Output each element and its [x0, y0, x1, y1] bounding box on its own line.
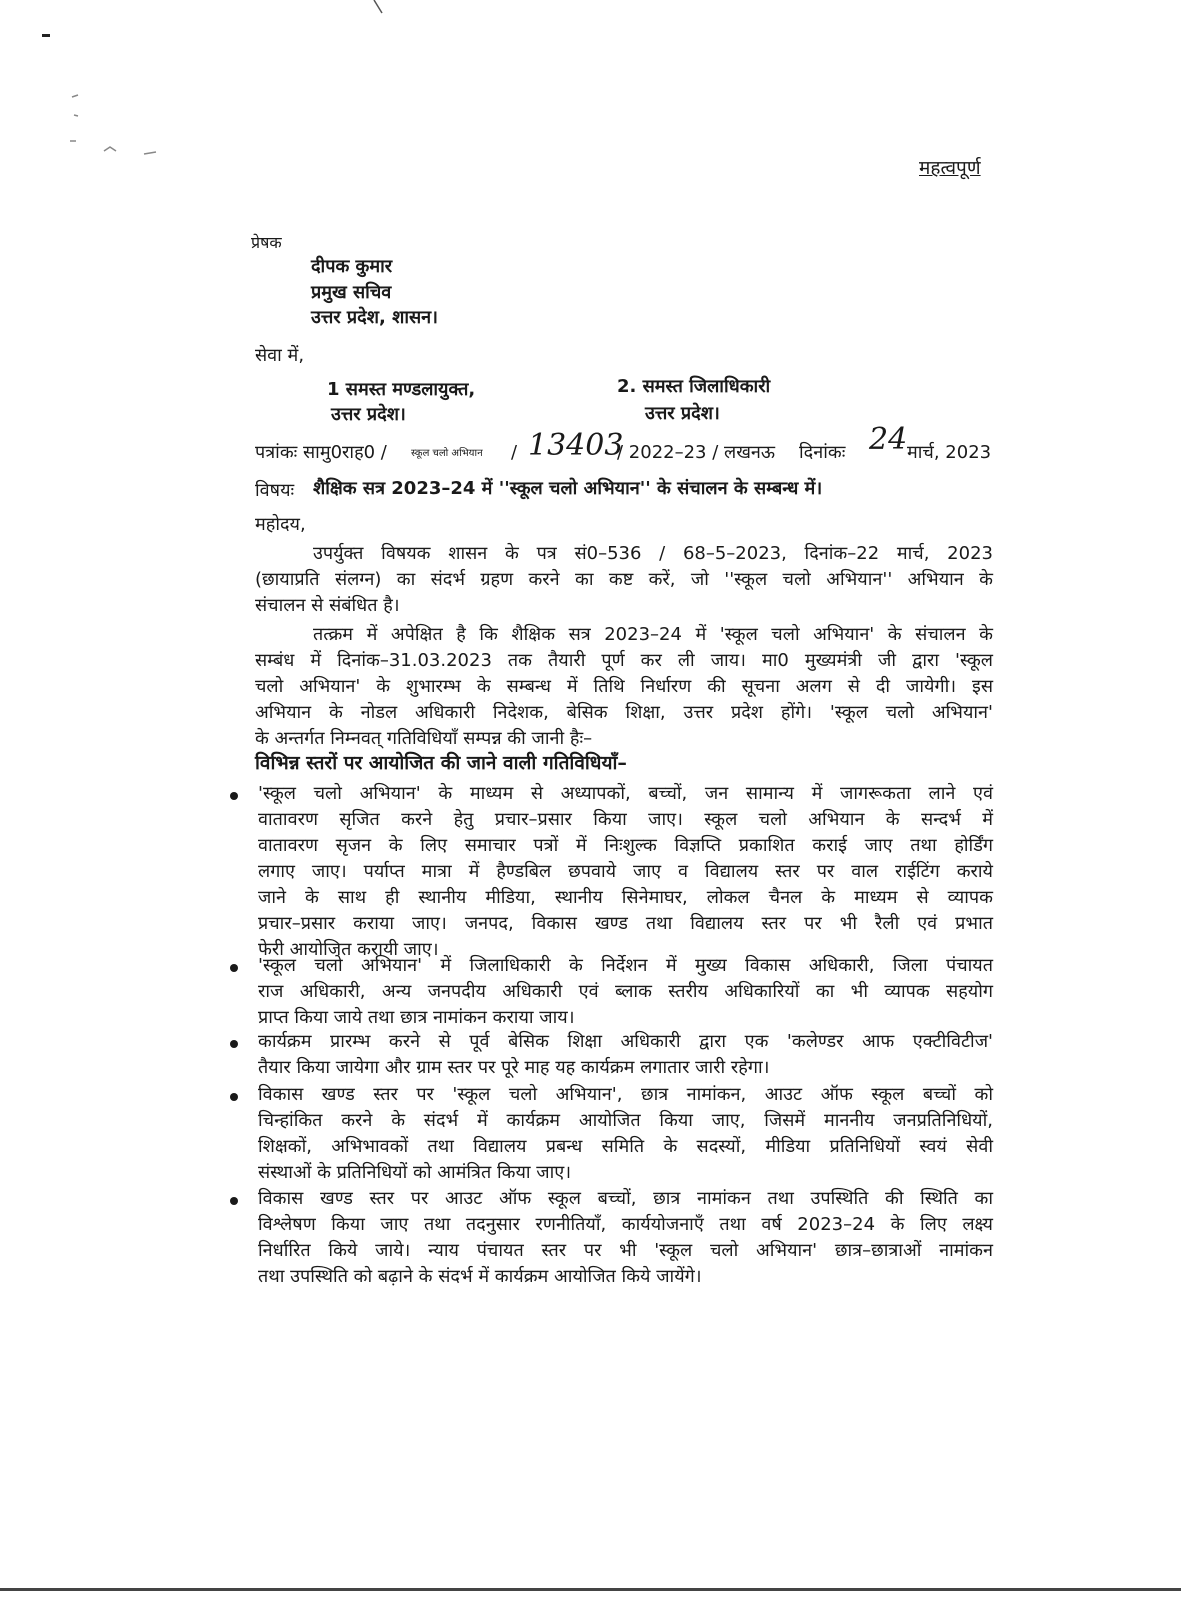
reference-line — [255, 422, 995, 472]
salutation: महोदय, — [255, 514, 306, 535]
para2-line-4: अभियान के नोडल अधिकारी निदेशक, बेसिक शिक्षा, उत्तर प्रदेश होंगे। 'स्कूल चलो अभियान' — [255, 702, 993, 723]
sender-office: उत्तर प्रदेश, शासन। — [311, 307, 438, 328]
bullet1-line-7: फेरी आयोजित करायी जाए। — [258, 939, 439, 960]
bullet-marker — [230, 792, 238, 800]
bullet2-line-2: राज अधिकारी, अन्य जनपदीय अधिकारी एवं ब्लाक स्तरीय अधिकारियों का भी व्यापक सहयोग — [258, 981, 993, 1002]
bullet-marker — [230, 964, 238, 972]
handwritten-date-day: 24 — [869, 422, 908, 457]
bullet1-line-2: वातावरण सृजित करने हेतु प्रचार–प्रसार किया जाए। स्कूल चलो अभियान के सन्दर्भ में — [258, 809, 993, 830]
date-label: दिनांकः — [799, 442, 846, 463]
bullet1-line-1: 'स्कूल चलो अभियान' के माध्यम से अध्यापकों, बच्चों, जन सामान्य में जागरूकता लाने एवं — [258, 783, 993, 804]
recipient-2-line-2: उत्तर प्रदेश। — [645, 403, 720, 424]
bullet5-line-4: तथा उपस्थिति को बढ़ाने के संदर्भ में कार्यक्रम आयोजित किये जायेंगे। — [258, 1266, 702, 1287]
bullet-marker — [230, 1093, 238, 1101]
bullet-marker — [230, 1040, 238, 1048]
subject-label: विषयः — [255, 480, 295, 501]
bullet1-line-6: प्रचार–प्रसार कराया जाए। जनपद, विकास खण्ड तथा विद्यालय स्तर पर भी रैली एवं प्रभात — [258, 913, 993, 934]
para2-line-2: सम्बंध में दिनांक–31.03.2023 तक तैयारी पूर्ण कर ली जाय। मा0 मुख्यमंत्री जी द्वारा 'स्कूल — [255, 650, 993, 671]
sender-designation: प्रमुख सचिव — [311, 282, 392, 303]
recipient-1-line-1: 1 समस्त मण्डलायुक्त, — [327, 379, 476, 400]
bullet3-line-1: कार्यक्रम प्रारम्भ करने से पूर्व बेसिक शिक्षा अधिकारी द्वारा एक 'कलेण्डर आफ एक्टीविटीज' — [258, 1031, 993, 1052]
importance-mark: महत्वपूर्ण — [919, 157, 981, 179]
bullet1-line-4: लगाए जाए। पर्याप्त मात्रा में हैण्डबिल छपवाये जाए व विद्यालय स्तर पर वाल राईटिंग कराये — [258, 861, 993, 882]
reference-slash: / — [511, 442, 518, 463]
bullet2-line-1: 'स्कूल चलो अभियान' में जिलाधिकारी के निर्देशन में मुख्य विकास अधिकारी, जिला पंचायत — [258, 955, 993, 976]
scan-line — [370, 0, 390, 14]
bullet4-line-2: चिन्हांकित करने के संदर्भ में कार्यक्रम आयोजित किया जाए, जिसमें माननीय जनप्रतिनिधियों, — [258, 1110, 993, 1131]
recipient-1-line-2: उत्तर प्रदेश। — [331, 404, 406, 425]
reference-small-text: स्कूल चलो अभियान — [411, 448, 483, 459]
scan-mark — [42, 34, 50, 37]
bullet4-line-4: संस्थाओं के प्रतिनिधियों को आमंत्रित किया जाए। — [258, 1162, 572, 1183]
para1-line-1: उपर्युक्त विषयक शासन के पत्र सं0–536 / 68–5–2023, दिनांक–22 मार्च, 2023 — [313, 543, 993, 564]
bullet5-line-2: विश्लेषण किया जाए तथा तदनुसार रणनीतियाँ, कार्ययोजनाएँ तथा वर्ष 2023–24 के लिए लक्ष्य — [258, 1214, 993, 1235]
reference-prefix: पत्रांकः सामु0राह0 / — [255, 442, 387, 463]
para1-line-3: संचालन से संबंधित है। — [255, 595, 400, 616]
bullet1-line-5: जाने के साथ ही स्थानीय मीडिया, स्थानीय सिनेमाघर, लोकल चैनल के माध्यम से व्यापक — [258, 887, 993, 908]
bullet3-line-2: तैयार किया जायेगा और ग्राम स्तर पर पूरे माह यह कार्यक्रम लगातार जारी रहेगा। — [258, 1057, 770, 1078]
para1-line-2: (छायाप्रति संलग्न) का संदर्भ ग्रहण करने का कष्ट करें, जो ''स्कूल चलो अभियान'' अभियान के — [255, 569, 993, 590]
para2-line-5: के अन्तर्गत निम्नवत् गतिविधियाँ सम्पन्न की जानी हैः– — [255, 728, 593, 749]
recipient-2-line-1: 2. समस्त जिलाधिकारी — [617, 376, 771, 397]
scan-specks — [60, 85, 170, 160]
bullet5-line-1: विकास खण्ड स्तर पर आउट ऑफ स्कूल बच्चों, छात्र नामांकन तथा उपस्थिति की स्थिति का — [258, 1188, 993, 1209]
bullet5-line-3: निर्धारित किये जाये। न्याय पंचायत स्तर पर भी 'स्कूल चलो अभियान' छात्र–छात्राओं नामांकन — [258, 1240, 993, 1261]
sender-label: प्रेषक — [251, 233, 282, 252]
bullet2-line-3: प्राप्त किया जाये तथा छात्र नामांकन कराया जाय। — [258, 1007, 575, 1028]
bottom-edge-line — [0, 1588, 1181, 1591]
bullet-marker — [230, 1197, 238, 1205]
bullet4-line-3: शिक्षकों, अभिभावकों तथा विद्यालय प्रबन्ध समिति के सदस्यों, मीडिया प्रतिनिधियों स्वयं सेवी — [258, 1136, 993, 1157]
handwritten-letter-number: 13403 — [528, 428, 624, 463]
bullet4-line-1: विकास खण्ड स्तर पर 'स्कूल चलो अभियान', छात्र नामांकन, आउट ऑफ स्कूल बच्चों को — [258, 1084, 993, 1105]
date-month-year: मार्च, 2023 — [907, 442, 992, 463]
subject-text: शैक्षिक सत्र 2023–24 में ''स्कूल चलो अभियान'' के संचालन के सम्बन्ध में। — [313, 478, 823, 499]
sender-name: दीपक कुमार — [311, 256, 393, 277]
para2-line-3: चलो अभियान' के शुभारम्भ के सम्बन्ध में तिथि निर्धारण की सूचना अलग से दी जायेगी। इस — [255, 676, 993, 697]
para2-line-1: तत्क्रम में अपेक्षित है कि शैक्षिक सत्र 2023–24 में 'स्कूल चलो अभियान' के संचालन के — [313, 624, 993, 645]
recipients-label: सेवा में, — [255, 345, 305, 366]
bullet1-line-3: वातावरण सृजन के लिए समाचार पत्रों में निःशुल्क विज्ञप्ति प्रकाशित कराई जाए तथा होर्डिंग — [258, 835, 993, 856]
reference-suffix: / 2022–23 / लखनऊ — [617, 442, 776, 463]
section-heading: विभिन्न स्तरों पर आयोजित की जाने वाली गतिविधियाँ– — [255, 752, 627, 774]
